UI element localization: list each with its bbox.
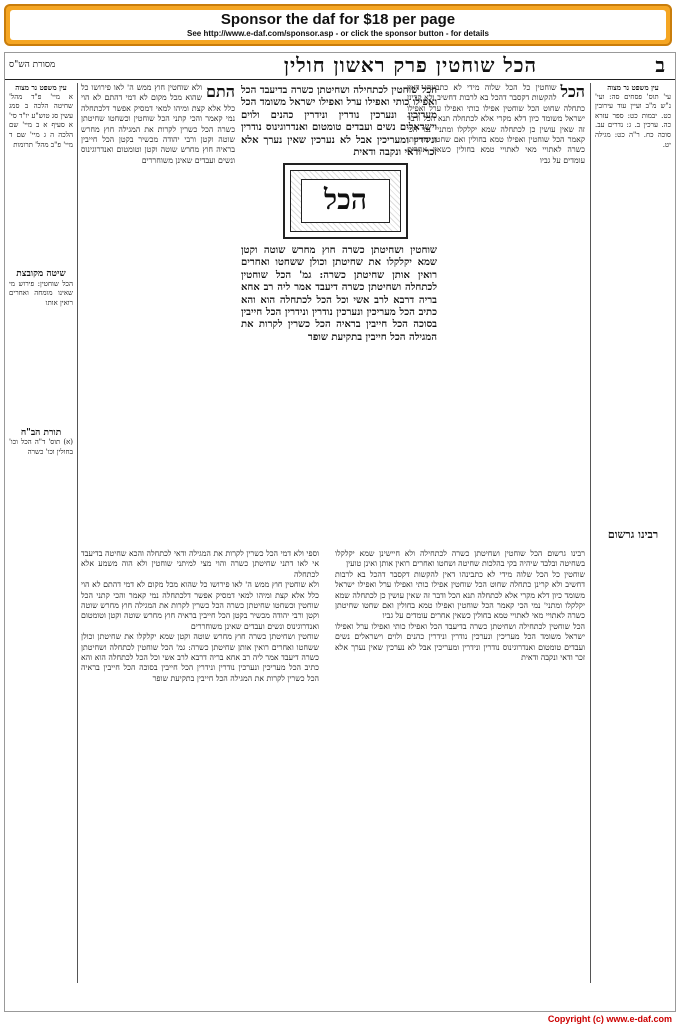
center-main-text: שוחטין ושחיטתן כשרה חוץ מחרש שוטה וקטן שמא יקלקלו את שחיטתן וכולן ששחטו ואחרים רואין אותן שחיטתן כשרה: גמ' הכל שוחטין לכתחלה ושחיטתן כשרה דיעבד אמר ליה רב אחא בריה דרבא לרב אשי וכל הכל לכתחלה הוא והא כתיב הכל מעריכין ונערכין נודרין ונידרין הכל חייבין בסוכה הכל חייבין בראיה הכל כשרין לקרות את המגילה הכל חייבין בתקיעת שופר [241,245,437,343]
left-margin-notes: א מיי' פ"ד מהל' שחיטה הלכה ב סמג עשין סג טוש"ע יו"ד סי' א סעיף א ב מיי' שם הלכה ה ג מיי' שם ד מיי' פ"ב מהל' תרומות [9,92,73,149]
page-header [5,53,675,79]
talmud-page [4,52,676,1012]
left-margin-notes3: (א) תוס' ד"ה הכל וכו' בחולין וכו' כשרה [9,438,73,456]
opening-word-frame [283,163,408,239]
commentary-right-lower-text: רבינו גרשום הכל שוחטין ושחיטתן כשרה לכתחילה ולא חיישינן שמא יקלקלו בשחיטה ובלבד שיהיה בקי בהלכות שחיטה ושחטו ואחרים רואין אותן ואינן טועין [335,549,585,569]
copyright-link[interactable]: Copyright (c) www.e-daf.com [547,1014,672,1024]
sponsor-banner-inner[interactable] [10,10,666,40]
commentary-left-lower-text: וספי ולא דמי הכל כשרין לקרות את המגילה ודאי לכתחלה והכא שחיטה בדיעבד אי לאו דתני שחיטתן כשרה והוי מצי למיתני שוחטין ולא הוה משמע אלא לכתחלה [81,549,319,579]
daf-number: ב [655,53,665,77]
left-margin-notes2: הכל שוחטין: פירוש מי שאינו מומחה ואחרים רואין אותו [9,279,73,307]
right-margin [595,83,671,963]
center-top [241,85,437,161]
commentary-right-lower-text3: הכל שוחטין לכתחילה ושחיטתן כשרה בדיעבד הכל ואפילו כותי ואפילו ערל ואפילו ישראל משומד הכל מעריכין ונערכין נודרין ונידרין כהנים ולוים וישראלים נשים ועבדים טומטום ואנדרוגינוס נודרין ונידרין ומעריכין אבל לא נערכין שאין נערך אלא זכר ודאי ונקבה ודאית [335,621,585,663]
masechet-label: מסורת הש"ס [9,60,56,70]
commentary-left-lower-text2: ולא שוחטין חוץ ממש ה' לאו פירושו כל שהוא מכל מקום לא דמי דהתם לא הוי כלל אלא קצת ומיהו למאי דמסיק אפשר דלכתחלה נמי קאמר והכי קתני הכל שוחטין וכשחטו שחיטתן כשרה הכל כשרין לקרות את המגילה חוץ מחרש שוטה וקטן ורבי יהודה מכשיר בקטן הכל חייבין בראיה חוץ מחרש שוטה וקטן וטומטום ואנדרוגינוס ונשים ועבדים שאינן משוחררים [81,580,319,631]
right-margin-lower: רבינו גרשום [607,528,659,542]
center-text [241,245,437,545]
commentary-right-heading: הכל [560,83,585,101]
right-margin-divider [590,83,591,983]
commentary-left [81,83,235,553]
opening-word: הכל [301,179,390,223]
commentary-right-lower [335,549,585,979]
sponsor-banner[interactable] [4,4,672,46]
commentary-left-lower-text3: שוחטין ושחיטתן כשרה חוץ מחרש שוטה וקטן שמא יקלקלו את שחיטתן וכולן ששחטו ואחרים רואין אותן שחיטתן כשרה: גמ' הכל שוחטין לכתחלה ושחיטתן כשרה דיעבד אמר ליה רב אחא בריה דרבא לרב אשי וכל הכל לכתחלה הוא והא כתיב הכל מעריכין ונערכין נודרין ונידרין הכל חייבין בסוכה הכל חייבין בראיה הכל כשרין לקרות את המגילה הכל חייבין בתקיעת שופר [81,632,319,683]
commentary-left-lower [81,549,319,979]
commentary-left-text: ולא שוחטין חוץ ממש ה' לאו פירושו כל שהוא מכל מקום לא דמי דהתם לא הוי כלל אלא קצת ומיהו למאי דמסיק אפשר דלכתחלה נמי קאמר והכי קתני הכל שוחטין וכשחטו שחיטתן כשרה הכל כשרין לקרות את המגילה חוץ מחרש שוטה וקטן ורבי יהודה מכשיר בקטן הכל חייבין בראיה חוץ מחרש שוטה וקטן וטומטום ואנדרוגינוס ונשים ועבדים שאינן משוחררים [81,83,235,165]
left-margin-top: עין משפט נר מצוה [15,83,67,92]
left-margin-heading: שיטה מקובצת [16,269,66,280]
commentary-left-heading: התם [206,83,235,101]
left-margin [9,83,73,963]
right-margin-header: עין משפט נר מצוה [607,83,659,92]
page-title: הכל שוחטין פרק ראשון חולין [283,53,537,77]
right-margin-notes: עי' תוס' פסחים סה: ועי' נ"ש מ"ב ועיין עוד עירובין כט. יבמות כט: ספר עזרא כה. ערכין ב. ג: נדרים עב. סוכה כח. ר"ה כט: מגילה יט. [595,92,671,149]
commentary-right-lower-text2: שוחטין כל הכל שלוה מידי לא כתבינהו דאין להקשות דקסבר דהכל בא לרבות דחשיב ולא קרינן כתחלה שחוט הכל שוחטין אפילו כותי ואפילו ערל ואפילו ישראל משומד כיון דלא מקרי אלא לכתחלה תנא הכל ודבר זה שאין עושין כן לכתחלה שמא יקלקלו ומתני' נמי הכי קאמר הכל שוחטין ואפילו טמא בחולין ואם שחטו שחיטתן כשרה לאתויי מאי לאתויי טמא בחולין כשאין אחרים עומדים על גביו [335,569,585,621]
header-rule [5,79,675,80]
commentary-right-text: שוחטין כל הכל שלוה מידי לא כתבינהו דאין להקשות דקסבר דהכל בא לרבות דחשיב ולא קרינן כתחלה שחוט הכל שוחטין אפילו כותי ואפילו ערל ואפילו ישראל משומד כיון דלא מקרי אלא לכתחלה תנא הכל ודבר זה שאין עושין כן לכתחלה שמא יקלקלו ומתני' נמי הכי קאמר הכל שוחטין ואפילו טמא בחולין ואם שחטו שחיטתן כשרה לאתויי מאי לאתויי טמא בחולין כשאין אחרים עומדים על גביו [407,83,585,165]
center-top-text: הכל שוחטין לכתחילה ושחיטתן כשרה בדיעבד הכל ואפילו כותי ואפילו ערל ואפילו ישראל משומד הכל מעריכין ונערכין נודרין ונידרין כהנים ולוים וישראלים נשים ועבדים טומטום ואנדרוגינוס נודרין ונידרין ומעריכין אבל לא נערכין שאין נערך אלא זכר ודאי ונקבה ודאית [241,85,437,159]
left-margin-divider [77,83,78,983]
sponsor-banner-subtitle: See http://www.e-daf.com/sponsor.asp - or click the sponsor button - for details [187,29,489,38]
sponsor-banner-title: Sponsor the daf for $18 per page [220,11,456,28]
left-margin-heading2: תורת הב"ח [20,427,62,438]
